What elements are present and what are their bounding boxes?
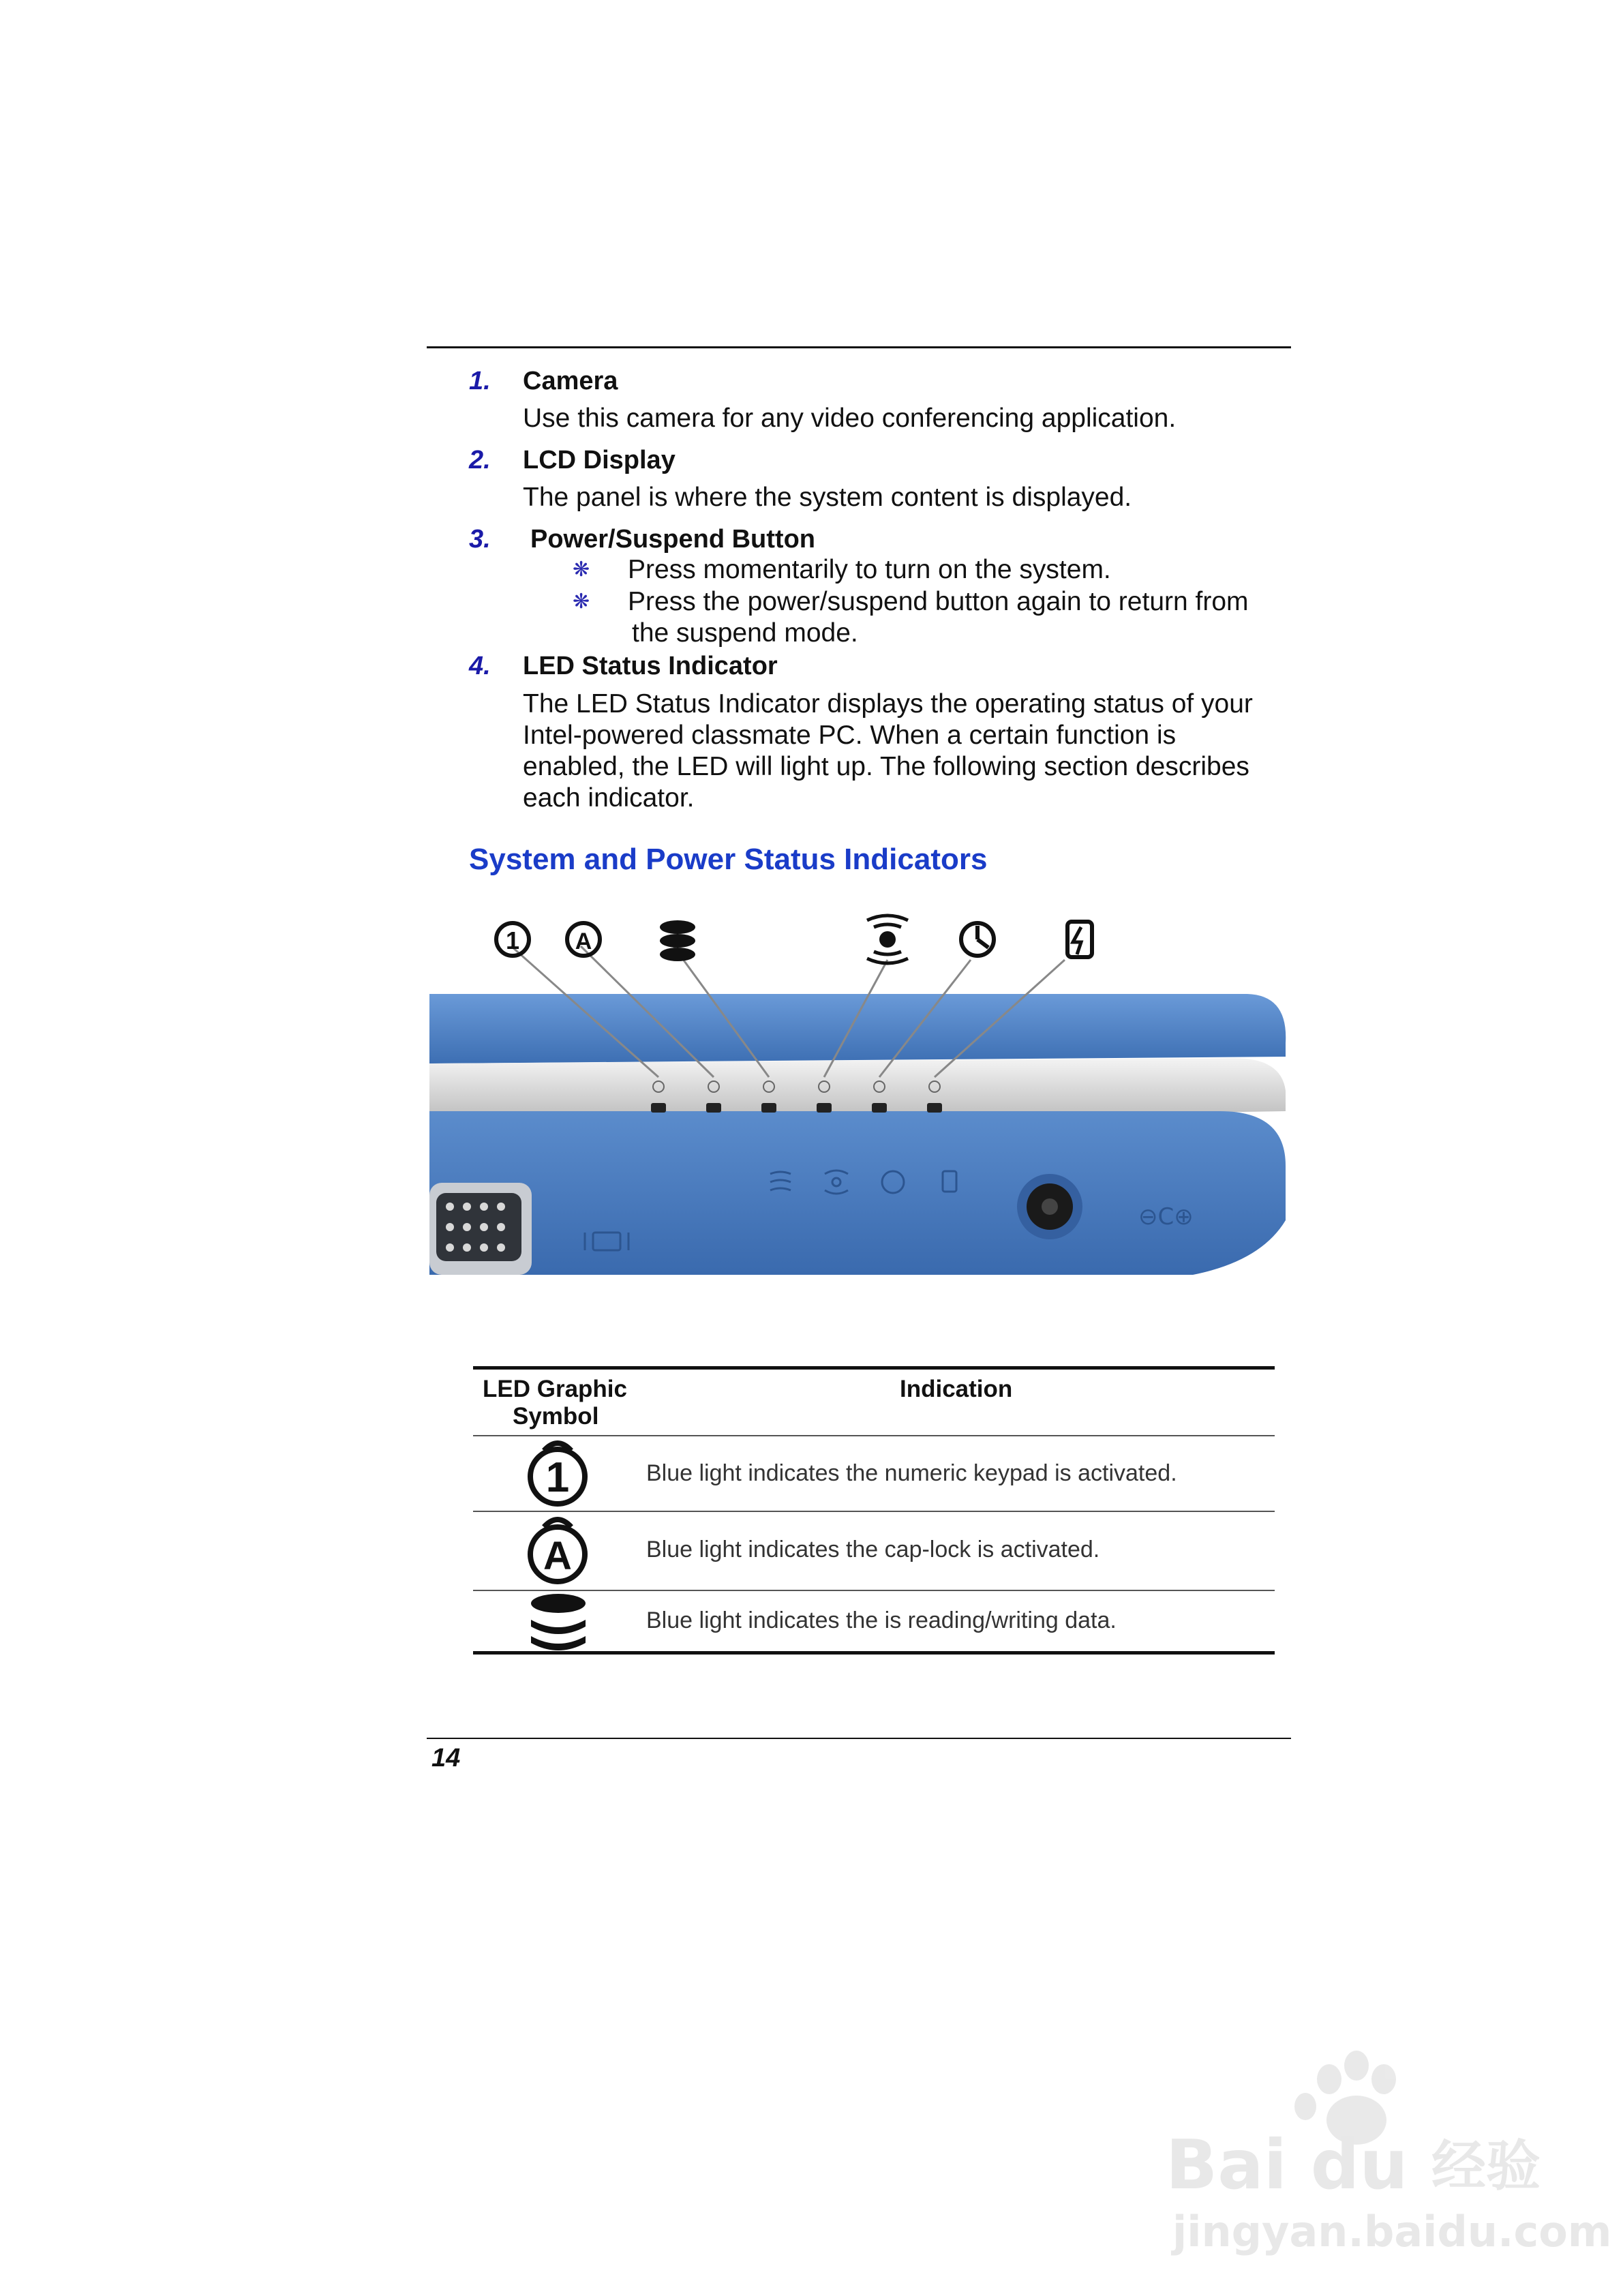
page-number: 14 [431,1744,461,1772]
table-divider [473,1435,1275,1436]
bullet-text: Press the power/suspend button again to return from [628,587,1249,616]
item-title: LED Status Indicator [523,652,778,680]
footer-rule [427,1738,1291,1739]
table-bottom-rule [473,1651,1275,1655]
table-top-rule [473,1366,1275,1370]
svg-text:A: A [543,1534,572,1578]
item-number: 4. [469,652,491,680]
item-description: The panel is where the system content is displayed. [523,483,1132,512]
table-row-text: Blue light indicates the numeric keypad is activated. [646,1460,1177,1486]
table-header-symbol: Symbol [513,1403,599,1430]
item-title: Power/Suspend Button [530,525,815,554]
top-rule [427,346,1291,348]
bullet-text: the suspend mode. [632,618,858,648]
bullet-icon: ❋ [573,558,590,581]
item-number: 1. [469,367,491,395]
svg-text:1: 1 [545,1454,570,1501]
bullet-text: Press momentarily to turn on the system. [628,555,1111,584]
section-title: System and Power Status Indicators [469,843,988,876]
watermark-chinese: 经验 [1431,2134,1541,2198]
table-row-text: Blue light indicates the is reading/writing data. [646,1607,1117,1633]
table-row-text: Blue light indicates the cap-lock is activated. [646,1537,1100,1562]
table-header-symbol: LED Graphic [483,1376,627,1402]
storage-icon [528,1592,589,1652]
item-description-line: each indicator. [523,783,695,813]
svg-text:1: 1 [505,926,520,954]
table-divider [473,1590,1275,1591]
table-divider [473,1511,1275,1512]
item-number: 3. [469,525,491,554]
num-lock-icon [525,1437,590,1508]
watermark-url: jingyan.baidu.com [1172,2207,1612,2256]
baidu-watermark [1159,2045,1612,2263]
item-description-line: The LED Status Indicator displays the operating status of your [523,689,1253,719]
item-description: Use this camera for any video conferencing application. [523,404,1177,433]
port-label: ⊖C⊕ [1138,1203,1194,1230]
bullet-icon: ❋ [573,590,590,613]
table-header-indication: Indication [900,1376,1013,1402]
item-description-line: enabled, the LED will light up. The following section describes [523,752,1249,781]
svg-text:A: A [575,928,592,954]
item-description-line: Intel-powered classmate PC. When a certain function is [523,721,1177,750]
device-photo [429,907,1288,1343]
caps-lock-icon [525,1511,590,1587]
item-title: LCD Display [523,446,676,474]
device-illustration [429,907,1288,1343]
item-title: Camera [523,367,618,395]
watermark-brand: Bai du [1166,2125,1408,2205]
item-number: 2. [469,446,491,474]
